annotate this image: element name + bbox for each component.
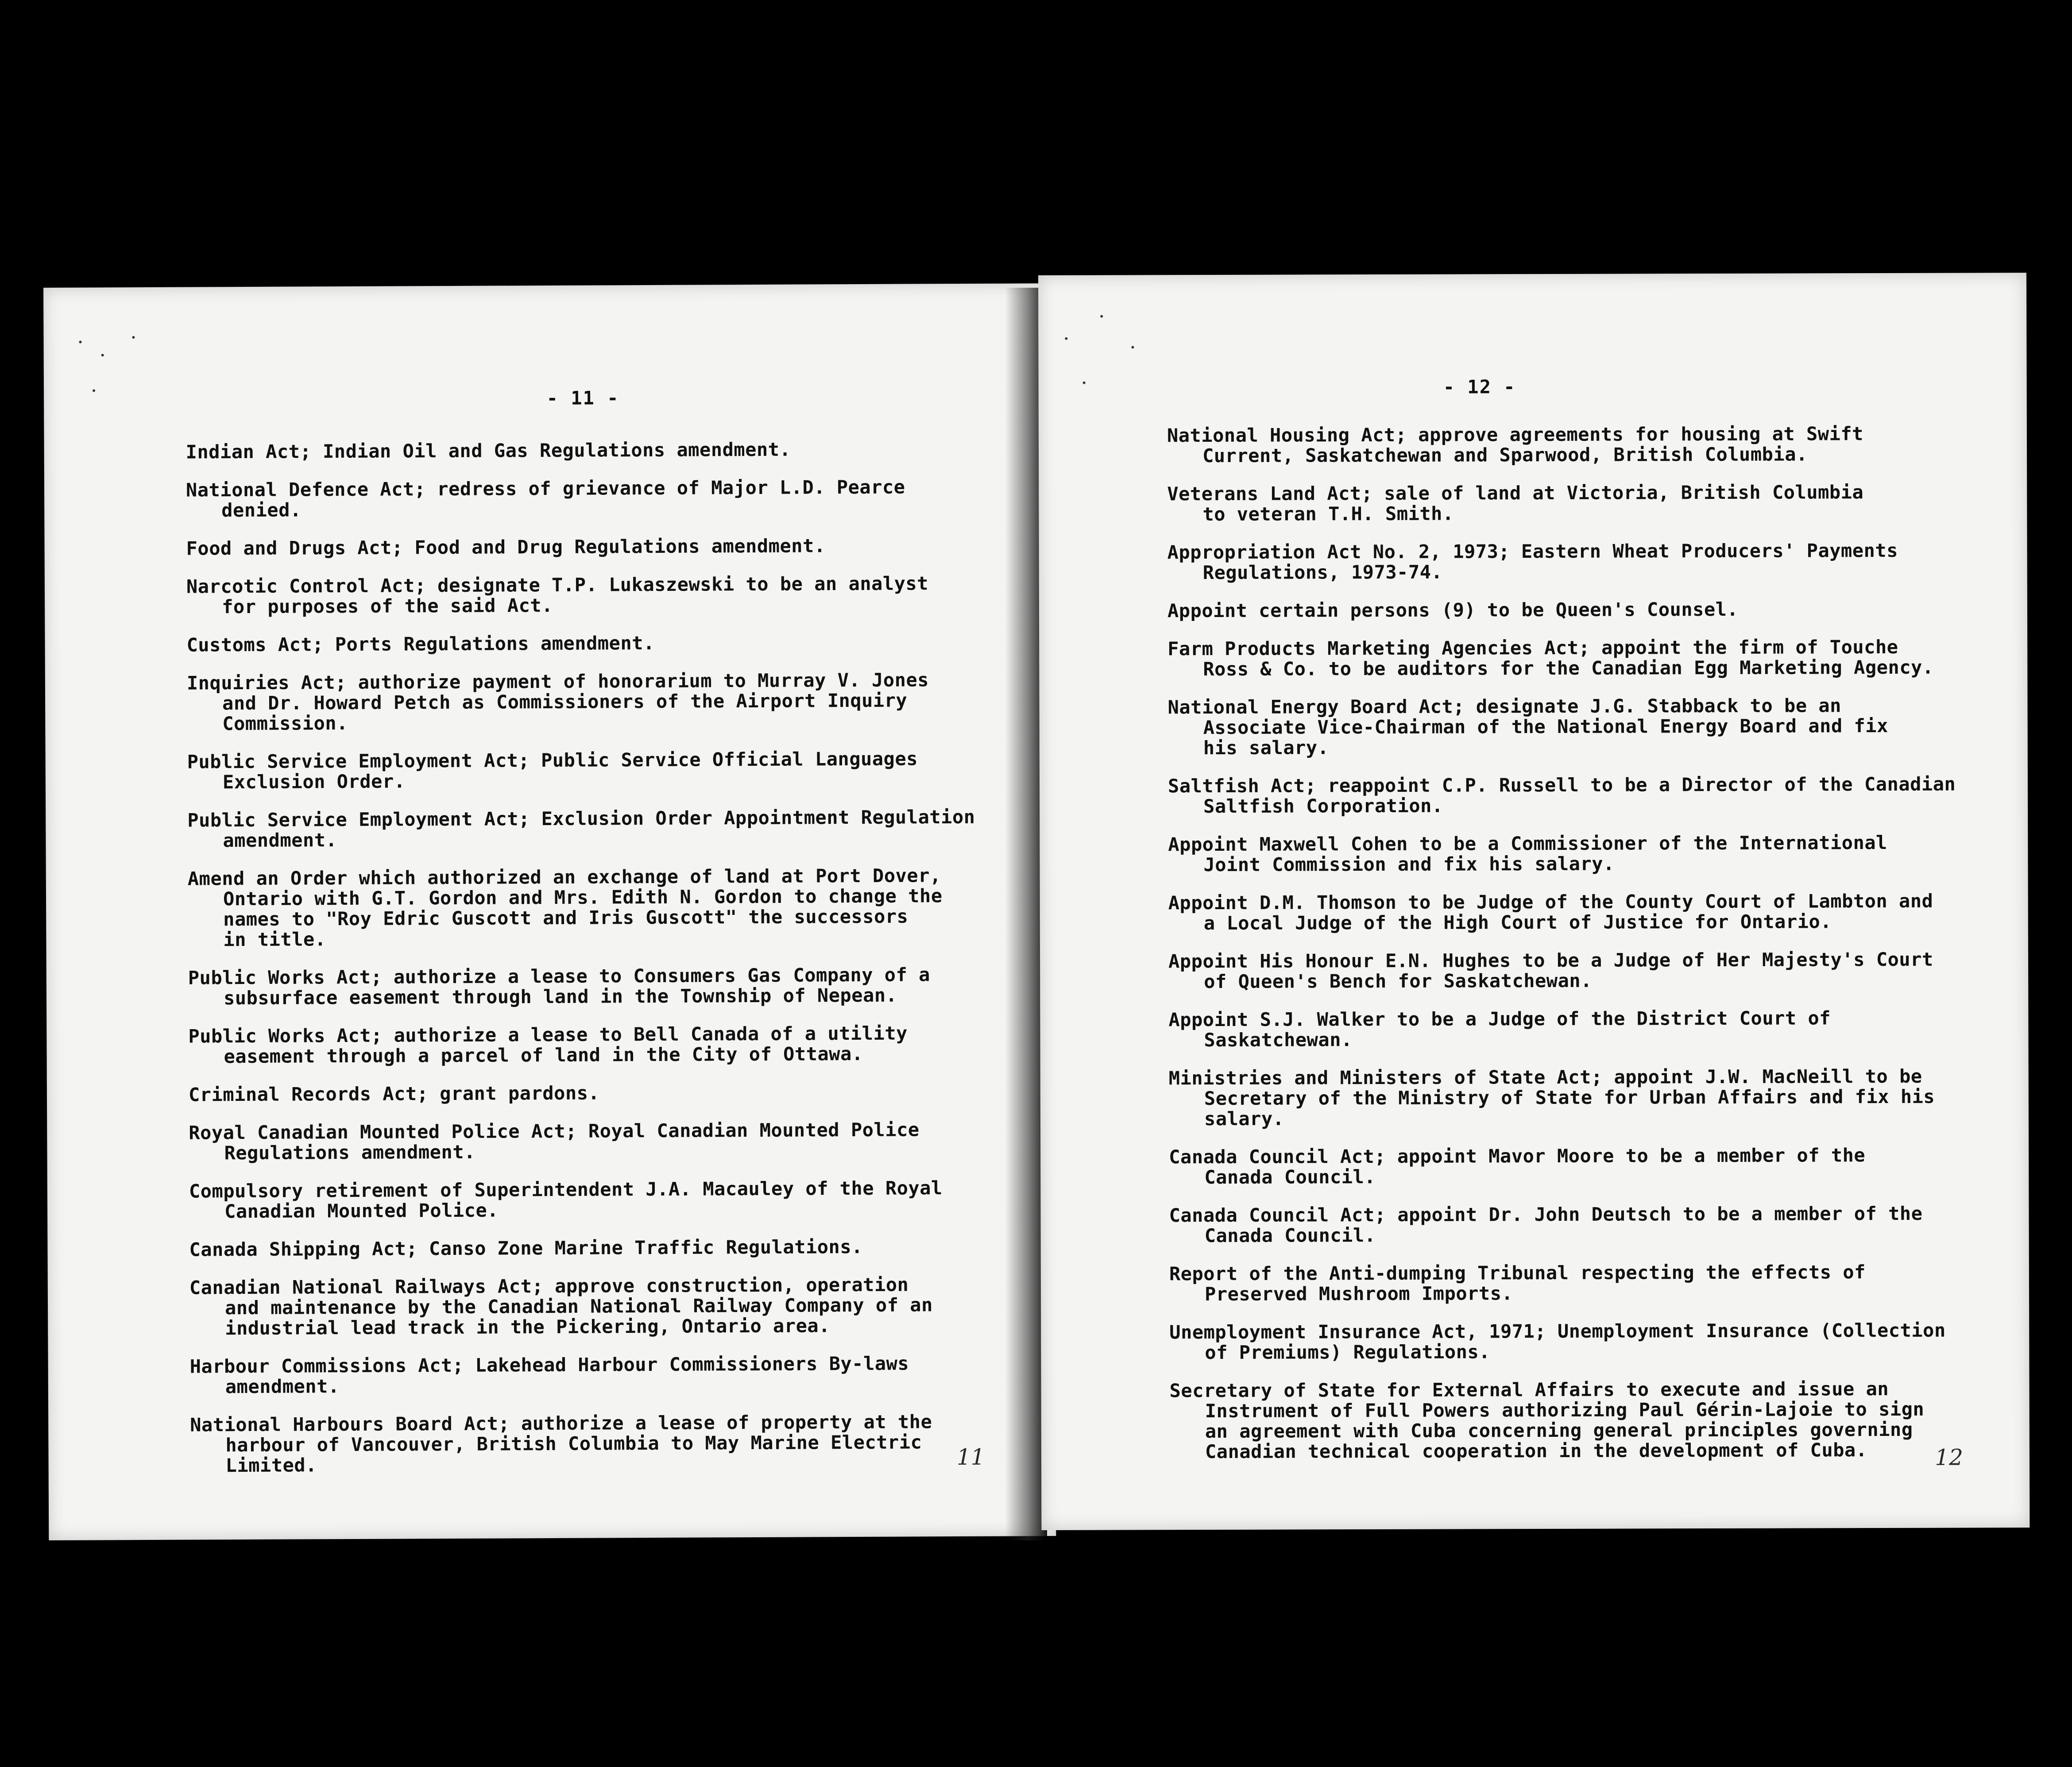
- entry: Harbour Commissions Act; Lakehead Harbour Commissioners By-laws amendment.: [189, 1352, 909, 1398]
- entry: Appoint His Honour E.N. Hughes to be a Judge of Her Majesty's Court of Queen's Bench for Saskatchewan.: [1168, 948, 1933, 993]
- entry: Amend an Order which authorized an exchange of land at Port Dover, Ontario with G.T. Gordon and Mrs. Edith N. Gordon to change the names to "Roy Edric Guscott and Iris Guscott" the successors in title.: [187, 864, 943, 951]
- entry: Public Service Employment Act; Public Service Official Languages Exclusion Order.: [187, 748, 918, 793]
- entry: Royal Canadian Mounted Police Act; Royal Canadian Mounted Police Regulations amendment.: [189, 1119, 920, 1164]
- entry: Unemployment Insurance Act, 1971; Unemployment Insurance (Collection of Premiums) Regulations.: [1169, 1319, 1946, 1364]
- speckle: [79, 341, 82, 343]
- entry: Public Service Employment Act; Exclusion Order Appointment Regulation amendment.: [187, 806, 975, 852]
- entry: Farm Products Marketing Agencies Act; appoint the firm of Touche Ross & Co. to be auditors for the Canadian Egg Marketing Agency.: [1167, 636, 1934, 680]
- entry: National Housing Act; approve agreements for housing at Swift Current, Saskatchewan and Sparwood, British Columbia.: [1167, 423, 1863, 467]
- entry: Ministries and Ministers of State Act; appoint J.W. MacNeill to be Secretary of the Ministry of State for Urban Affairs and fix his salary.: [1168, 1065, 1935, 1130]
- entry-list: [1167, 423, 2011, 1480]
- speckle: [132, 336, 135, 339]
- entry: Narcotic Control Act; designate T.P. Lukaszewski to be an analyst for purposes of the said Act.: [186, 572, 929, 618]
- entry: Canada Council Act; appoint Dr. John Deutsch to be a member of the Canada Council.: [1169, 1202, 1923, 1247]
- entry: Appoint S.J. Walker to be a Judge of the District Court of Saskatchewan.: [1168, 1007, 1831, 1051]
- entry: Report of the Anti-dumping Tribunal respecting the effects of Preserved Mushroom Imports.: [1169, 1261, 1866, 1305]
- entry: Criminal Records Act; grant pardons.: [188, 1082, 600, 1106]
- entry: Appropriation Act No. 2, 1973; Eastern Wheat Producers' Payments Regulations, 1973-74.: [1167, 539, 1898, 584]
- entry: Canada Shipping Act; Canso Zone Marine Traffic Regulations.: [189, 1235, 863, 1261]
- entry: Public Works Act; authorize a lease to Consumers Gas Company of a subsurface easement through land in the Township of Nepean.: [188, 964, 931, 1009]
- right-page: [1038, 273, 2029, 1530]
- entry: Saltfish Act; reappoint C.P. Russell to be a Director of the Canadian Saltfish Corporation.: [1167, 773, 1956, 818]
- left-page: [43, 283, 1056, 1540]
- entry: Appoint Maxwell Cohen to be a Commissioner of the International Joint Commission and fix his salary.: [1168, 831, 1887, 876]
- entry: Appoint D.M. Thomson to be Judge of the County Court of Lambton and a Local Judge of the High Court of Justice for Ontario.: [1168, 890, 1933, 934]
- entry: Customs Act; Ports Regulations amendment.: [186, 632, 655, 656]
- speckle: [1065, 337, 1067, 340]
- handwritten-page-number: 11: [956, 1444, 985, 1470]
- speckle: [1131, 346, 1134, 348]
- entry: National Defence Act; redress of grievance of Major L.D. Pearce denied.: [186, 476, 905, 521]
- entry: Canada Council Act; appoint Mavor Moore to be a member of the Canada Council.: [1169, 1144, 1866, 1188]
- entry: Food and Drugs Act; Food and Drug Regulations amendment.: [186, 535, 826, 559]
- page-number: - 11 -: [546, 387, 619, 409]
- entry: Veterans Land Act; sale of land at Victoria, British Columbia to veteran T.H. Smith.: [1167, 481, 1864, 525]
- entry: Compulsory retirement of Superintendent J.A. Macauley of the Royal Canadian Mounted Police.: [189, 1177, 943, 1223]
- entry: Secretary of State for External Affairs to execute and issue an Instrument of Full Powers authorizing Paul Gérin-Lajoie to sign an agreement with Cuba concerning general principles governing Canadian technical cooperation in the development of Cuba.: [1169, 1377, 1925, 1463]
- entry: Indian Act; Indian Oil and Gas Regulations amendment.: [186, 438, 791, 463]
- entry: Public Works Act; authorize a lease to Bell Canada of a utility easement through a parcel of land in the City of Ottawa.: [188, 1022, 908, 1068]
- speckle: [101, 354, 104, 356]
- entry: Appoint certain persons (9) to be Queen's Counsel.: [1167, 598, 1739, 622]
- entry: National Energy Board Act; designate J.G. Stabback to be an Associate Vice-Chairman of the National Energy Board and fix his salary.: [1167, 694, 1888, 759]
- entry: Inquiries Act; authorize payment of honorarium to Murray V. Jones and Dr. Howard Petch as Commissioners of the Airport Inquiry Commission.: [186, 669, 929, 735]
- handwritten-page-number: 12: [1935, 1444, 1964, 1470]
- entry-list: [186, 438, 1032, 1493]
- page-number: - 12 -: [1443, 376, 1516, 398]
- entry: National Harbours Board Act; authorize a lease of property at the harbour of Vancouver, British Columbia to May Marine Electric Limited.: [190, 1411, 932, 1477]
- entry: Canadian National Railways Act; approve construction, operation and maintenance by the Canadian National Railway Company of an industrial lead track in the Pickering, Ontario area.: [189, 1273, 933, 1339]
- speckle: [1100, 315, 1103, 318]
